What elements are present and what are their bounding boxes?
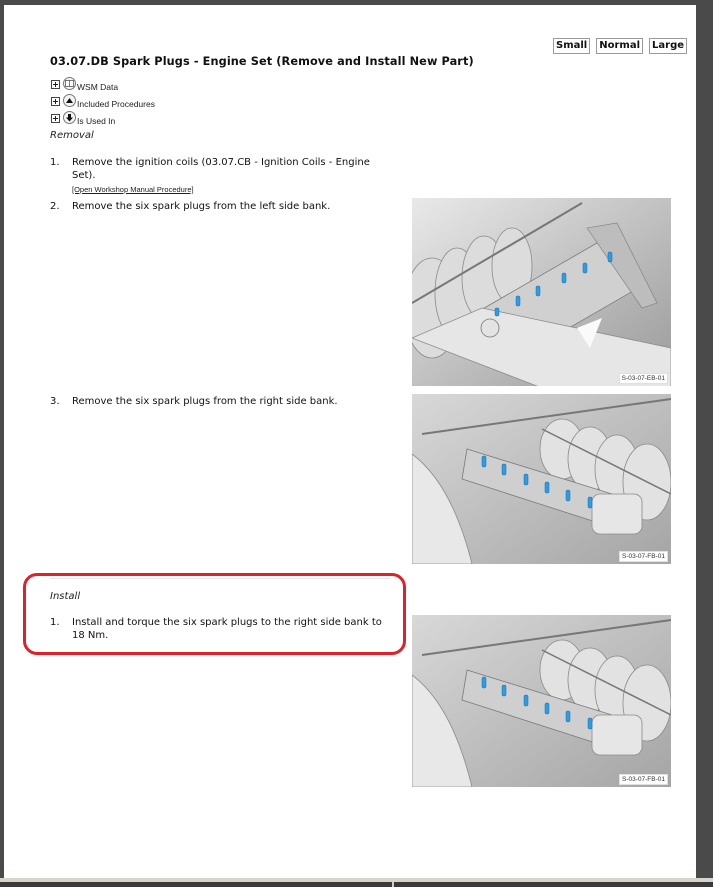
expand-icon[interactable] <box>51 80 60 89</box>
engine-illustration <box>412 394 671 564</box>
size-normal-button[interactable]: Normal <box>596 38 643 54</box>
tree-item-included-procedures[interactable] <box>51 91 155 108</box>
engine-illustration <box>412 198 671 386</box>
pane-splitter[interactable] <box>392 882 394 887</box>
arrow-up-icon <box>63 94 76 107</box>
figure-code: S-03-07-FB-01 <box>619 551 668 562</box>
step-text-cont: Set). <box>72 170 96 181</box>
step-text: Remove the six spark plugs from the right side bank. <box>72 396 338 407</box>
figure-right-bank-install <box>412 615 671 787</box>
info-tree <box>51 74 155 125</box>
section-divider <box>50 578 390 579</box>
tree-item-wsm-data[interactable] <box>51 74 155 91</box>
figure-right-bank <box>412 394 671 564</box>
expand-icon[interactable] <box>51 114 60 123</box>
figure-code: S-03-07-EB-01 <box>619 373 668 384</box>
open-workshop-manual-link[interactable]: [Open Workshop Manual Procedure] <box>72 185 194 194</box>
step-number: 3. <box>50 396 60 407</box>
arrow-down-icon <box>63 111 76 124</box>
figure-left-bank <box>412 198 671 386</box>
text-size-controls <box>553 38 687 54</box>
step-text: Remove the ignition coils (03.07.CB - Ignition Coils - Engine <box>72 157 370 168</box>
size-large-button[interactable]: Large <box>649 38 687 54</box>
book-icon <box>63 77 76 90</box>
step-text: Install and torque the six spark plugs to the right side bank to <box>72 617 382 628</box>
step-number: 1. <box>50 157 60 168</box>
size-small-button[interactable]: Small <box>553 38 590 54</box>
step-number: 1. <box>50 617 60 628</box>
install-heading: Install <box>50 591 81 602</box>
step-number: 2. <box>50 201 60 212</box>
tree-item-label: Included Procedures <box>77 99 155 109</box>
engine-illustration <box>412 615 671 787</box>
tree-item-label: Is Used In <box>77 116 116 126</box>
removal-heading: Removal <box>50 130 94 141</box>
page-title: 03.07.DB Spark Plugs - Engine Set (Remove and Install New Part) <box>50 55 474 68</box>
step-text-cont: 18 Nm. <box>72 630 109 641</box>
tree-item-label: WSM Data <box>77 82 119 92</box>
tree-item-is-used-in[interactable] <box>51 108 155 125</box>
status-strip <box>0 882 713 887</box>
expand-icon[interactable] <box>51 97 60 106</box>
step-text: Remove the six spark plugs from the left side bank. <box>72 201 331 212</box>
figure-code: S-03-07-FB-01 <box>619 774 668 785</box>
